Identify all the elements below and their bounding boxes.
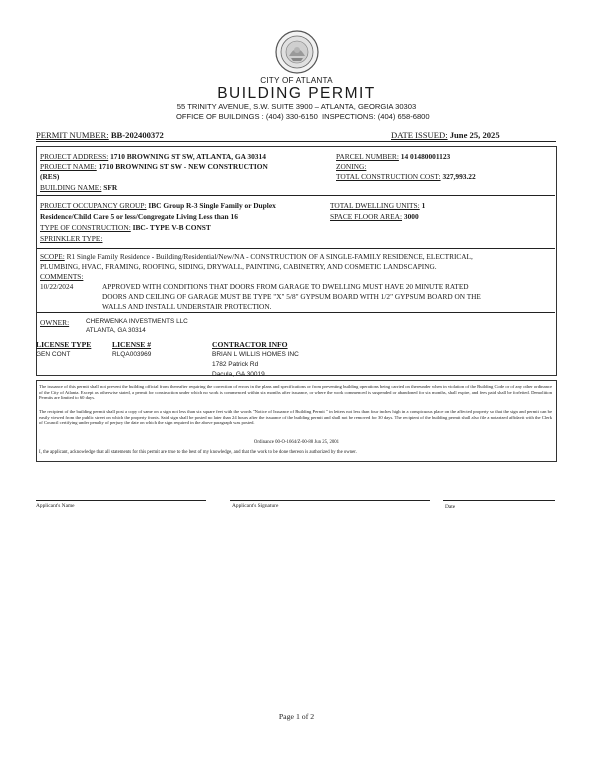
dwelling-units-label: TOTAL DWELLING UNITS:	[330, 201, 420, 210]
city-seal-icon	[275, 30, 319, 74]
contractor-name: BRIAN L WILLIS HOMES INC	[212, 351, 299, 358]
owner-city: ATLANTA, GA 30314	[86, 327, 146, 334]
ordinance-reference: Ordinance 00-O-1664/Z-00-88 Jun 25, 2001	[253, 440, 340, 445]
inspections-phone: INSPECTIONS: (404) 658-6800	[322, 112, 430, 121]
date-issued	[391, 130, 500, 140]
scope-label: SCOPE:	[40, 252, 65, 261]
zoning-label: ZONING:	[336, 162, 367, 171]
scope-line-1: R1 Single Family Residence - Building/Residential/New/NA - CONSTRUCTION OF A SINGLE-FAMILY RESIDENCE, ELECTRICAL,	[66, 252, 473, 261]
contractor-city: Dacula, GA 30019	[212, 371, 265, 378]
construction-type-label: TYPE OF CONSTRUCTION:	[40, 223, 131, 232]
project-address-label: PROJECT ADDRESS:	[40, 152, 109, 161]
building-name-value: SFR	[103, 183, 118, 192]
legal-paragraph-1: The issuance of this permit shall not prevent the building official from thereafter requiring the correction of errors in the plans and specifications or from preventing building operations being carried on thereunder when in violation of the Building Code or of any other ordinance of the City of Atlanta. Except as otherwise stated, a permit for construction under which no work is commenced within six months after issuance, or where the work commenced is suspended or abandoned for six months, shall expire, and fees paid shall be forfeited. Demolition Permits are limited to 60 days.	[39, 384, 552, 401]
dwelling-units	[330, 201, 425, 210]
comment-line-1: APPROVED WITH CONDITIONS THAT DOORS FROM GARAGE TO DWELLING MUST HAVE 20 MINUTE RATED	[102, 282, 469, 291]
floor-area-value: 3000	[403, 212, 419, 221]
box-divider-1	[37, 195, 555, 196]
project-name-label: PROJECT NAME:	[40, 162, 97, 171]
box-divider-3	[37, 312, 555, 313]
sprinkler-type-label: SPRINKLER TYPE:	[40, 234, 103, 243]
comment-line-3: WALLS AND INSTALL UNDERSTAIR PROTECTION.	[102, 302, 272, 311]
legal-paragraph-2: The recipient of the building permit shall post a copy of same on a sign not less than six square feet with the words "Notice of Issuance of Building Permit " in letters not less than four inches high in a conspicuous place on the affected property so that the sign and permit can be easily viewed from the public street on which the property fronts. Said sign shall be posted no later than 24 hours after the issuance of the building permit and shall not be removed for 30 days. The recipient of the building permit shall also file a notarized affidavit with the Clerk of Council certifying under penalty of perjury the date on which the sign required in the above paragraph was posted.	[39, 409, 552, 426]
construction-type-value: IBC- TYPE V-B CONST	[132, 223, 211, 232]
parcel-number-label: PARCEL NUMBER:	[336, 152, 399, 161]
floor-area	[330, 212, 419, 221]
scope-line-2: PLUMBING, HVAC, FRAMING, ROOFING, SIDING, DRYWALL, PAINTING, CABINETRY, AND COSMETIC LANDSCAPING.	[40, 262, 437, 271]
comments-label: COMMENTS:	[40, 272, 84, 281]
zoning	[336, 162, 366, 171]
applicant-signature-caption: Applicant's Signature	[232, 503, 279, 509]
license-type-label: LICENSE TYPE	[36, 340, 92, 349]
parcel-number	[336, 152, 450, 161]
project-address-value: 1710 BROWNING ST SW, ATLANTA, GA 30314	[110, 152, 266, 161]
applicant-name-caption: Applicant's Name	[36, 503, 75, 509]
date-caption: Date	[445, 504, 456, 510]
office-phone: OFFICE OF BUILDINGS : (404) 330-6150	[176, 112, 318, 121]
scope	[40, 252, 473, 261]
document-title: BUILDING PERMIT	[217, 85, 376, 102]
permit-number	[36, 130, 164, 140]
date-issued-value: June 25, 2025	[449, 130, 500, 140]
project-name	[40, 162, 268, 171]
construction-cost	[336, 172, 476, 181]
applicant-name-line[interactable]	[36, 500, 206, 501]
contractor-street: 1782 Patrick Rd	[212, 361, 259, 368]
owner-name: CHERWENKA INVESTMENTS LLC	[86, 318, 188, 325]
date-issued-label: DATE ISSUED:	[391, 130, 448, 140]
office-address: 55 TRINITY AVENUE, S.W. SUITE 3900 – ATLANTA, GEORGIA 30303	[176, 102, 417, 111]
project-address	[40, 152, 266, 161]
header-rule	[36, 141, 556, 142]
permit-number-label: PERMIT NUMBER:	[36, 130, 109, 140]
comment-date: 10/22/2024	[40, 282, 74, 291]
building-name-label: BUILDING NAME:	[40, 183, 102, 192]
construction-type	[40, 223, 211, 232]
comment-line-2: DOORS AND CEILING OF GARAGE MUST BE TYPE "X" 5/8" GYPSUM BOARD WITH 1/2" GYPSUM BOARD ON THE	[102, 292, 481, 301]
dwelling-units-value: 1	[421, 201, 426, 210]
construction-cost-label: TOTAL CONSTRUCTION COST:	[336, 172, 441, 181]
license-type-value: GEN CONT	[36, 351, 71, 358]
occupancy-group-label: PROJECT OCCUPANCY GROUP:	[40, 201, 147, 210]
occupancy-group-cont: Residence/Child Care 5 or less/Congregate Living Less than 16	[40, 212, 238, 221]
applicant-acknowledgement: I, the applicant, acknowledge that all statements for this permit are true to the best of my knowledge, and that the work to be done thereon is authorized by the owner.	[39, 450, 357, 455]
page-number: Page 1 of 2	[278, 712, 315, 721]
owner-label: OWNER:	[40, 318, 70, 327]
building-name	[40, 183, 117, 192]
parcel-number-value: 14 01480001123	[400, 152, 451, 161]
applicant-signature-line[interactable]	[230, 500, 430, 501]
construction-cost-value: 327,993.22	[442, 172, 476, 181]
license-number-value: RLQA003969	[112, 351, 152, 358]
city-name: CITY OF ATLANTA	[260, 76, 333, 85]
license-number-label: LICENSE #	[112, 340, 152, 349]
occupancy-group	[40, 201, 276, 210]
contractor-info-label: CONTRACTOR INFO	[212, 340, 288, 349]
permit-number-value: BB-202400372	[110, 130, 164, 140]
box-divider-2	[37, 248, 555, 249]
sprinkler-type	[40, 234, 103, 243]
project-name-cont: (RES)	[40, 172, 60, 181]
date-line[interactable]	[443, 500, 555, 501]
floor-area-label: SPACE FLOOR AREA:	[330, 212, 403, 221]
project-name-value: 1710 BROWNING ST SW - NEW CONSTRUCTION	[98, 162, 268, 171]
occupancy-group-value: IBC Group R-3 Single Family or Duplex	[148, 201, 276, 210]
